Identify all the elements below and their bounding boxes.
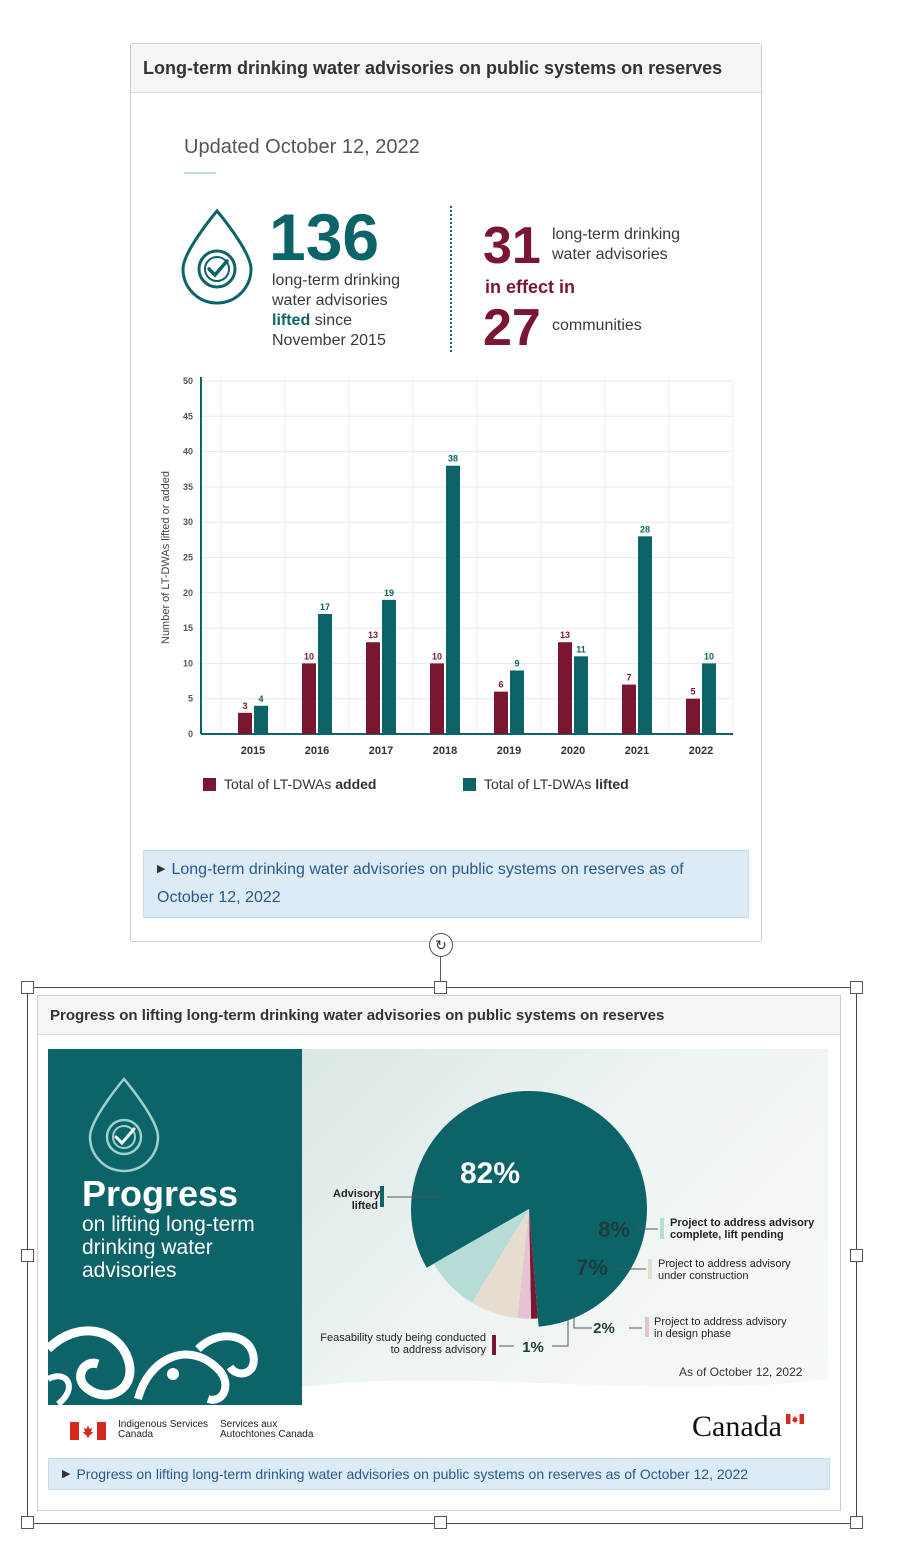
pie-percent-label: 7% — [576, 1255, 608, 1280]
bar-value-label: 28 — [639, 524, 651, 535]
label-feasibility-study: Feasability study being conducted to address advisory — [320, 1332, 486, 1356]
canada-wordmark-flag-icon — [786, 1414, 804, 1424]
pie-details-expander[interactable]: ▶ Progress on lifting long-term drinking water advisories on public systems on reserves as of October 12, 2022 — [48, 1458, 830, 1490]
bar-value-label: 13 — [559, 630, 571, 641]
resize-handle-bottom-right[interactable] — [850, 1516, 863, 1529]
stats-divider — [450, 206, 452, 352]
pie-percent-label: 1% — [522, 1339, 544, 1356]
progress-heading: Progress — [82, 1173, 239, 1214]
x-tick-label: 2021 — [624, 745, 650, 757]
label-design-phase: Project to address advisory in design phase — [654, 1316, 787, 1340]
y-tick-label: 0 — [187, 729, 193, 739]
bar-added — [238, 713, 252, 734]
y-tick-label: 40 — [182, 446, 193, 457]
pie-percent-label: 82% — [459, 1157, 521, 1190]
y-tick-label: 20 — [182, 587, 193, 598]
x-tick-label: 2016 — [304, 745, 330, 757]
legend-swatch — [203, 778, 216, 791]
bar-added — [366, 642, 380, 734]
legend-label: Total of LT-DWAs lifted — [484, 776, 629, 792]
y-tick-label: 10 — [182, 658, 193, 669]
resize-handle-top-left[interactable] — [21, 981, 34, 994]
rotate-stem — [440, 956, 441, 981]
x-tick-label: 2015 — [240, 745, 266, 757]
rotate-handle[interactable]: ↻ — [429, 933, 453, 957]
bar-lifted — [510, 670, 524, 734]
in-effect-description: long-term drinking water advisories — [552, 226, 681, 263]
bar-value-label: 38 — [447, 453, 459, 464]
x-tick-label: 2022 — [688, 745, 714, 757]
x-tick-label: 2018 — [432, 745, 458, 757]
lifted-count: 136 — [269, 200, 380, 274]
panel-title: Long-term drinking water advisories on public systems on reserves — [131, 44, 761, 93]
updated-date: Updated October 12, 2022 — [184, 136, 420, 158]
y-tick-label: 35 — [182, 481, 193, 492]
bar-value-label: 5 — [690, 686, 696, 697]
y-tick-label: 50 — [182, 376, 193, 386]
communities-count: 27 — [483, 299, 541, 357]
y-tick-label: 25 — [182, 552, 193, 563]
bar-value-label: 19 — [383, 587, 395, 598]
y-axis-label: Number of LT-DWAs lifted or added — [160, 470, 172, 645]
resize-handle-bottom[interactable] — [434, 1516, 447, 1529]
bar-added — [430, 663, 444, 734]
as-of-date: As of October 12, 2022 — [679, 1365, 803, 1379]
advisories-panel — [130, 43, 762, 942]
label-complete-lift-pending: Project to address advisory complete, lift pending — [670, 1217, 815, 1241]
bar-lifted — [318, 614, 332, 734]
bar-value-label: 11 — [576, 644, 586, 655]
legend-label: Total of LT-DWAs added — [224, 776, 377, 792]
bar-lifted — [382, 600, 396, 734]
lifted-description: long-term drinking water advisories lifted since November 2015 — [272, 272, 401, 349]
canada-flag-icon — [70, 1422, 106, 1440]
bar-value-label: 9 — [514, 658, 520, 669]
progress-title-block — [48, 1049, 302, 1405]
expand-triangle-icon: ▶ — [62, 1468, 71, 1480]
y-tick-label: 30 — [182, 517, 193, 528]
indigenous-art-motif — [48, 1319, 302, 1405]
x-tick-label: 2020 — [560, 745, 586, 757]
bottom-wave — [302, 1379, 828, 1395]
bar-value-label: 6 — [498, 679, 504, 690]
bar-added — [494, 692, 508, 734]
y-tick-label: 5 — [187, 693, 193, 704]
bar-value-label: 10 — [303, 651, 315, 662]
bar-lifted — [446, 466, 460, 734]
resize-handle-top[interactable] — [434, 981, 447, 994]
water-drop-check-icon — [86, 1075, 162, 1175]
bar-lifted — [702, 663, 716, 734]
resize-handle-top-right[interactable] — [850, 981, 863, 994]
chart-details-expander[interactable]: ▶ Long-term drinking water advisories on public systems on reserves as of October 12, 2022 — [143, 850, 749, 918]
communities-label: communities — [552, 317, 642, 334]
bar-added — [686, 699, 700, 734]
x-tick-label: 2019 — [496, 745, 522, 757]
x-tick-label: 2017 — [368, 745, 394, 757]
bar-value-label: 4 — [258, 693, 264, 704]
in-effect-label: in effect in — [485, 277, 576, 297]
progress-subheading: on lifting long-term drinking water advisories — [82, 1213, 255, 1282]
legend-swatch — [463, 778, 476, 791]
resize-handle-left[interactable] — [21, 1249, 34, 1262]
expand-triangle-icon: ▶ — [157, 863, 166, 875]
water-drop-check-icon — [179, 207, 255, 307]
canada-wordmark: Canada — [692, 1410, 782, 1443]
advisories-bar-chart — [153, 369, 743, 799]
bar-added — [302, 663, 316, 734]
label-under-construction: Project to address advisory under construction — [658, 1258, 791, 1282]
resize-handle-right[interactable] — [850, 1249, 863, 1262]
bar-lifted — [574, 656, 588, 734]
bar-lifted — [638, 536, 652, 734]
bar-value-label: 3 — [242, 700, 248, 711]
bar-value-label: 17 — [319, 601, 331, 612]
bar-lifted — [254, 706, 268, 734]
resize-handle-bottom-left[interactable] — [21, 1516, 34, 1529]
panel-title: Progress on lifting long-term drinking water advisories on public systems on reserves — [38, 996, 840, 1035]
underline-accent — [184, 172, 216, 174]
y-tick-label: 15 — [182, 623, 193, 634]
bar-value-label: 10 — [703, 651, 715, 662]
bar-value-label: 13 — [367, 630, 379, 641]
pie-percent-label: 8% — [598, 1217, 630, 1242]
label-advisory-lifted: Advisory lifted — [333, 1188, 381, 1212]
bar-added — [622, 685, 636, 734]
bar-added — [558, 642, 572, 734]
pie-percent-label: 2% — [593, 1320, 615, 1337]
in-effect-count: 31 — [483, 217, 541, 275]
bar-value-label: 7 — [626, 672, 632, 683]
bar-value-label: 10 — [431, 651, 443, 662]
y-tick-label: 45 — [182, 411, 193, 422]
